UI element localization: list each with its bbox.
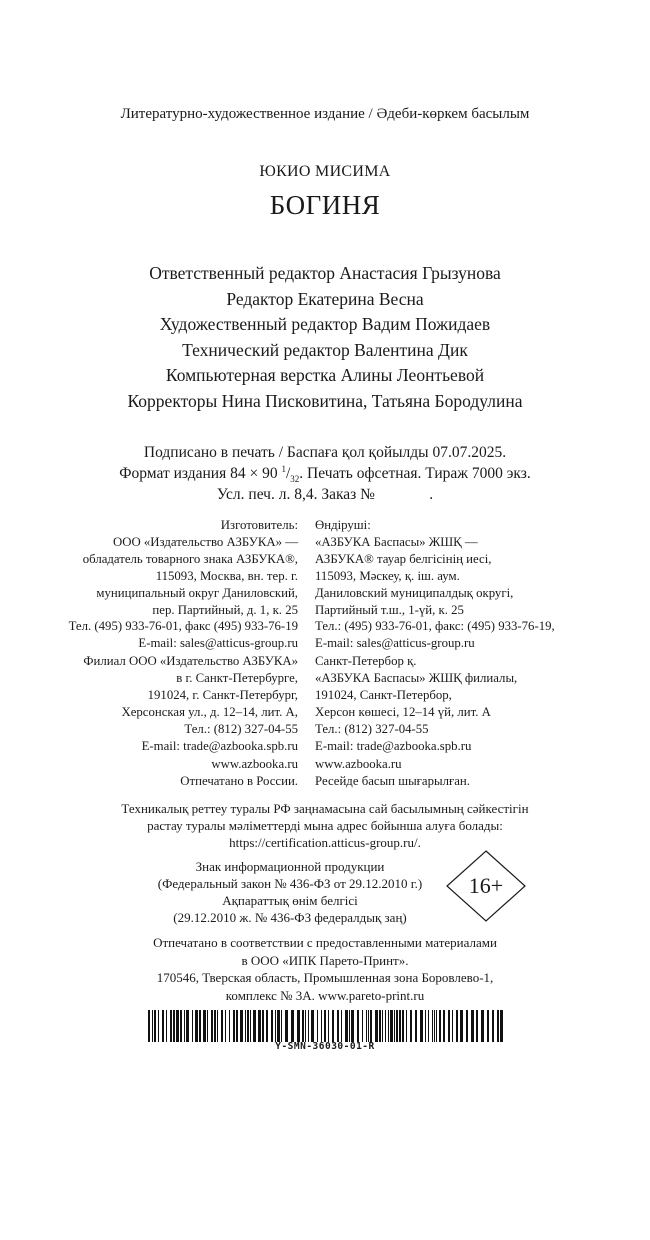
printed-line: комплекс № 3А. www.pareto-print.ru <box>225 987 425 1003</box>
barcode-bar <box>324 1010 326 1042</box>
barcode-bar <box>229 1010 230 1042</box>
barcode-bar <box>337 1010 339 1042</box>
barcode-bar <box>456 1010 458 1042</box>
barcode-bar <box>317 1010 318 1042</box>
printing-house <box>0 934 650 1004</box>
barcode-bar <box>379 1010 381 1042</box>
branch-ru-line: Херсонская ул., д. 12–14, лит. А, <box>121 704 298 719</box>
barcode-bar <box>434 1010 435 1042</box>
barcode-bar <box>366 1010 367 1042</box>
barcode-bar <box>207 1010 208 1042</box>
barcode-bar <box>332 1010 334 1042</box>
barcode-bar <box>180 1010 182 1042</box>
age-rating: 16+ <box>468 873 504 898</box>
manufacturer-ru-line: обладатель товарного знака АЗБУКА®, <box>82 551 298 566</box>
web-kz-line: www.azbooka.ru <box>315 757 402 771</box>
branch-kz-line: 191024, Санкт-Петербор, <box>315 687 452 702</box>
web-ru <box>180 756 298 790</box>
format-denominator: 32 <box>290 474 300 485</box>
barcode-bar <box>349 1010 350 1042</box>
barcode-bar <box>345 1010 348 1042</box>
credit-line: Компьютерная верстка Алины Леонтьевой <box>165 365 485 386</box>
barcode-bar <box>199 1010 201 1042</box>
format-line: Формат издания 84 × 90 $^1/_{32}$. Печать офсетная. Тираж 7000 экз. <box>119 463 531 485</box>
branch-ru-line: E-mail: trade@azbooka.spb.ru <box>141 738 298 753</box>
sign-line: Ақпараттық өнім белгісі <box>222 893 358 908</box>
branch-ru-line: Тел.: (812) 327-04-55 <box>184 721 298 736</box>
barcode-bar <box>448 1010 450 1042</box>
manufacturer-kz-line: Даниловский муниципалдық округі, <box>315 585 514 600</box>
barcode-bar <box>236 1010 238 1042</box>
info-product-sign <box>135 858 445 926</box>
barcode-bar <box>217 1010 218 1042</box>
printed-line: в ООО «ИПК Парето-Принт». <box>241 952 409 968</box>
branch-ru <box>83 653 298 754</box>
printed-line: Отпечатано в соответствии с предоставленными материалами <box>153 935 497 950</box>
barcode-bar <box>357 1010 359 1042</box>
barcode-bar <box>221 1010 223 1042</box>
editorial-credits <box>0 261 650 415</box>
web-kz <box>315 756 470 790</box>
manufacturer-ru-line: Изготовитель: <box>220 518 298 532</box>
series-label: Литературно-художественное издание / Әдеби-көркем басылым <box>120 106 530 122</box>
barcode-bar <box>154 1010 156 1042</box>
author-name: ЮКИО МИСИМА <box>259 163 391 180</box>
barcode-bar <box>402 1010 404 1042</box>
barcode-bar <box>443 1010 445 1042</box>
barcode-bar <box>211 1010 213 1042</box>
barcode-bar <box>258 1010 261 1042</box>
barcode-bar <box>192 1010 193 1042</box>
manufacturer-kz-line: 115093, Мәскеу, қ. іш. аум. <box>315 568 460 583</box>
branch-kz-line: E-mail: trade@azbooka.spb.ru <box>315 738 472 753</box>
barcode-code: Y-SMN-36030-01-R <box>275 1041 375 1052</box>
barcode-bar <box>382 1010 383 1042</box>
barcode-bar <box>225 1010 226 1042</box>
barcode-bar <box>328 1010 329 1042</box>
barcode-bar <box>362 1010 363 1042</box>
branch-kz-line: «АЗБУКА Баспасы» ЖШҚ филиалы, <box>315 670 518 685</box>
barcode-bar <box>321 1010 322 1042</box>
format-prefix: Формат издания 84 × 90 <box>119 465 282 482</box>
format-suffix: . Печать офсетная. Тираж 7000 экз. <box>299 465 531 482</box>
manufacturer-ru-line: E-mail: sales@atticus-group.ru <box>138 636 298 651</box>
barcode-bar <box>351 1010 354 1042</box>
web-kz-line: Ресейде басып шығарылған. <box>315 773 470 788</box>
barcode-bar <box>375 1010 378 1042</box>
barcode-bar <box>195 1010 198 1042</box>
manufacturer-ru-line: муниципальный округ Даниловский, <box>96 585 298 600</box>
barcode-bar <box>170 1010 172 1042</box>
manufacturer-kz-line: Партийный т.ш., 1-үй, к. 25 <box>315 602 464 617</box>
barcode-bar <box>308 1010 309 1042</box>
manufacturer-ru-line: ООО «Издательство АЗБУКА» — <box>112 534 298 549</box>
barcode-bar <box>406 1010 407 1042</box>
barcode-bar <box>399 1010 401 1042</box>
print-info <box>0 442 650 505</box>
barcode-bar <box>341 1010 342 1042</box>
barcode-bar <box>385 1010 386 1042</box>
barcode-bar <box>262 1010 264 1042</box>
barcode-bar <box>302 1010 304 1042</box>
legal-line: https://certification.atticus-group.ru/. <box>229 835 421 850</box>
barcode-bar <box>250 1010 251 1042</box>
barcode-bar <box>420 1010 423 1042</box>
barcode-bar <box>487 1010 489 1042</box>
barcode-bar <box>481 1010 484 1042</box>
barcode-bar <box>368 1010 369 1042</box>
branch-ru-line: Филиал ООО «Издательство АЗБУКА» <box>83 654 298 668</box>
format-numerator: 1 <box>281 463 286 474</box>
credit-line: Технический редактор Валентина Дик <box>182 339 468 360</box>
barcode-bar <box>203 1010 206 1042</box>
barcode-bar <box>492 1010 494 1042</box>
manufacturer-kz-line: АЗБУКА® тауар белгісінің иесі, <box>315 551 492 566</box>
sign-line: (29.12.2010 ж. № 436-ФЗ федералдық заң) <box>173 910 407 925</box>
branch-ru-line: в г. Санкт-Петербурге, <box>176 670 298 685</box>
printed-line: 170546, Тверская область, Промышленная зона Боровлево-1, <box>156 970 494 985</box>
manufacturer-ru-line: Тел. (495) 933-76-01, факс (495) 933-76-19 <box>68 619 298 634</box>
branch-kz-line: Санкт-Петербор қ. <box>315 654 417 668</box>
barcode-bar <box>158 1010 159 1042</box>
manufacturer-kz-line: Өндіруші: <box>315 518 371 532</box>
barcode-bar <box>410 1010 412 1042</box>
barcode-bar <box>247 1010 249 1042</box>
web-ru-line: Отпечатано в России. <box>180 773 298 788</box>
barcode-bar <box>166 1010 167 1042</box>
barcode-bar <box>439 1010 441 1042</box>
manufacturer-kz <box>315 517 555 652</box>
barcode-bar <box>233 1010 235 1042</box>
barcode-bar <box>370 1010 372 1042</box>
barcode-bar <box>214 1010 216 1042</box>
branch-kz-line: Херсон көшесі, 12–14 үй, лит. А <box>315 704 491 719</box>
barcode-bar <box>162 1010 164 1042</box>
barcode-bar <box>436 1010 437 1042</box>
sheets-order: Усл. печ. л. 8,4. Заказ № . <box>216 486 434 503</box>
barcode-bar <box>390 1010 393 1042</box>
credit-line: Редактор Екатерина Весна <box>226 288 424 309</box>
credit-line: Художественный редактор Вадим Пожидаев <box>159 314 491 335</box>
barcode-bar <box>471 1010 474 1042</box>
manufacturer-ru-line: пер. Партийный, д. 1, к. 25 <box>152 602 298 617</box>
barcode-bar <box>152 1010 153 1042</box>
barcode-bar <box>500 1010 503 1042</box>
barcode-bar <box>240 1010 243 1042</box>
branch-kz <box>315 653 517 754</box>
barcode-bar <box>281 1010 282 1042</box>
barcode-bar <box>176 1010 179 1042</box>
barcode-bar <box>275 1010 276 1042</box>
barcode-bar <box>415 1010 417 1042</box>
certification-note <box>0 800 650 851</box>
barcode-bar <box>297 1010 300 1042</box>
manufacturer-ru <box>69 517 298 652</box>
sign-line: (Федеральный закон № 436-ФЗ от 29.12.2010 г.) <box>157 876 423 891</box>
barcode-bar <box>277 1010 280 1042</box>
barcode-bar <box>432 1010 433 1042</box>
manufacturer-ru-line: 115093, Москва, вн. тер. г. <box>155 568 298 583</box>
barcode-bar <box>460 1010 463 1042</box>
branch-ru-line: 191024, г. Санкт-Петербург, <box>147 687 298 702</box>
barcode-bar <box>311 1010 314 1042</box>
barcode <box>148 1010 504 1042</box>
book-title: БОГИНЯ <box>269 190 381 220</box>
branch-kz-line: Тел.: (812) 327-04-55 <box>315 721 429 736</box>
barcode-bar <box>394 1010 395 1042</box>
barcode-bar <box>452 1010 453 1042</box>
barcode-bar <box>388 1010 389 1042</box>
barcode-bar <box>266 1010 268 1042</box>
manufacturer-kz-line: E-mail: sales@atticus-group.ru <box>315 636 475 651</box>
credit-line: Ответственный редактор Анастасия Грызунова <box>149 263 501 283</box>
legal-line: Техникалық реттеу туралы РФ заңнамасына сай басылымның сәйкестігін <box>121 801 529 816</box>
barcode-bar <box>184 1010 185 1042</box>
barcode-bar <box>305 1010 306 1042</box>
legal-line: растау туралы мәліметтерді мына адрес бойынша алуға болады: <box>147 818 503 833</box>
signed-date: Подписано в печать / Баспаға қол қойылды 07.07.2025. <box>143 444 507 461</box>
barcode-bar <box>245 1010 246 1042</box>
barcode-bar <box>271 1010 273 1042</box>
barcode-bar <box>466 1010 468 1042</box>
barcode-bar <box>497 1010 499 1042</box>
barcode-bar <box>396 1010 398 1042</box>
barcode-bar <box>186 1010 189 1042</box>
sign-line: Знак информационной продукции <box>195 859 385 874</box>
barcode-bar <box>148 1010 150 1042</box>
barcode-bar <box>253 1010 256 1042</box>
barcode-bar <box>173 1010 175 1042</box>
manufacturer-kz-line: Тел.: (495) 933-76-01, факс: (495) 933-76-19, <box>315 619 555 634</box>
barcode-bar <box>285 1010 288 1042</box>
barcode-bar <box>291 1010 294 1042</box>
manufacturer-kz-line: «АЗБУКА Баспасы» ЖШҚ — <box>315 534 478 549</box>
barcode-bar <box>476 1010 478 1042</box>
age-rating-badge <box>446 850 526 922</box>
web-ru-line: www.azbooka.ru <box>211 757 298 771</box>
credit-line: Корректоры Нина Писковитина, Татьяна Бородулина <box>127 390 523 411</box>
barcode-bar <box>428 1010 429 1042</box>
barcode-bar <box>425 1010 426 1042</box>
